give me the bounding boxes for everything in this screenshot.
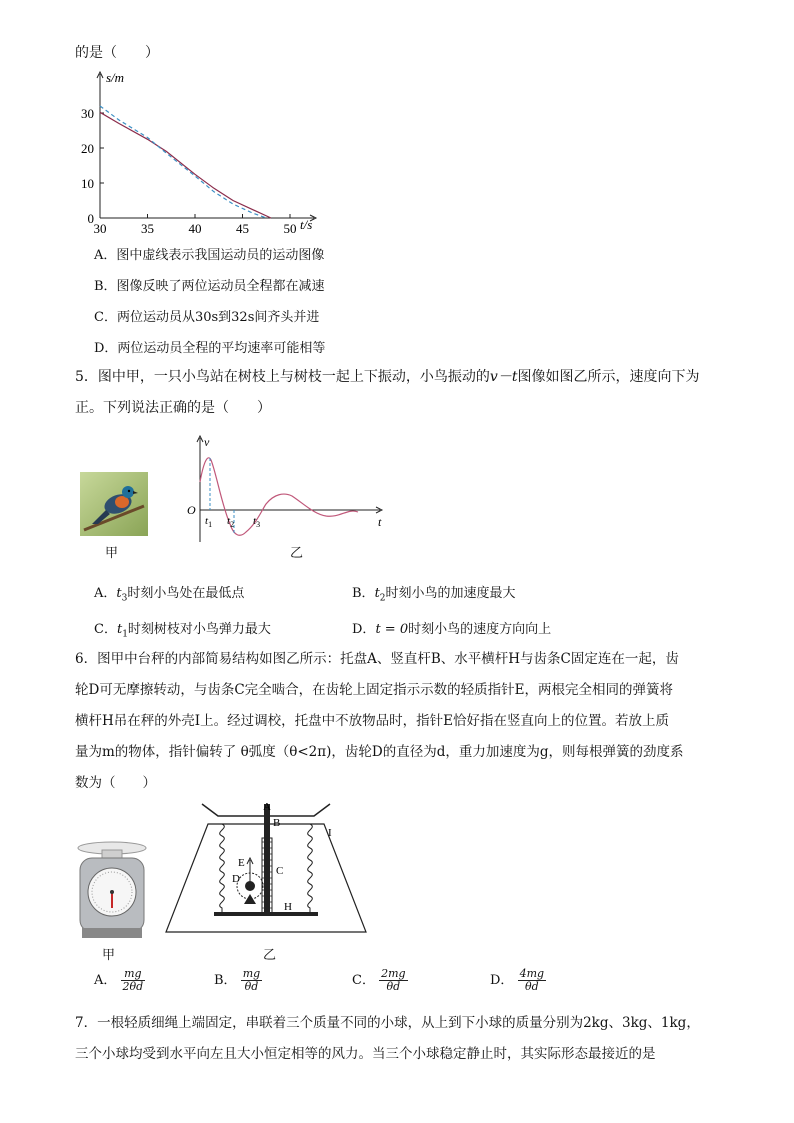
q4-option-c[interactable]: C．两位运动员从30s到32s间齐头并进 (94, 310, 320, 325)
q5-option-b[interactable]: B．$t_2$时刻小鸟的加速度最大 (352, 586, 516, 604)
q5-option-a[interactable]: A．$t_3$时刻小鸟处在最低点 (94, 586, 245, 604)
x-axis-label: t/s (300, 217, 313, 232)
q5-stem-line2: 正。下列说法正确的是（ ） (75, 400, 271, 416)
diagram-label-b: B (273, 817, 281, 829)
diagram-label-c: C (276, 865, 284, 877)
series-solid (100, 112, 271, 218)
y-tick-label: 0 (87, 211, 94, 226)
diagram-label-e: E (238, 857, 245, 869)
diagram-label-h: H (284, 901, 292, 913)
q5-origin: O (187, 503, 196, 517)
q7-stem-line1: 7．一根轻质细绳上端固定，串联着三个质量不同的小球，从上到下小球的质量分别为2kg、3kg、1kg， (75, 1015, 700, 1031)
q6-stem-line5: 数为（ ） (75, 775, 156, 791)
q6-option-a[interactable]: A． $\frac{mg}{2\theta d}$ (94, 967, 144, 993)
q5-vt-graph (180, 432, 390, 552)
q5-option-d[interactable]: D．t = 0时刻小鸟的速度方向向上 (352, 622, 552, 637)
q6-stem-line2: 轮D可无摩擦转动，与齿条C完全啮合，在齿轮上固定指示示数的轻质指针E，两根完全相同的弹簧将 (75, 682, 674, 698)
q5-label-yi: 乙 (290, 546, 304, 561)
q5-label-jia: 甲 (105, 546, 119, 561)
q6-stem-line1: 6．图甲中台秤的内部简易结构如图乙所示：托盘A、竖直杆B、水平横杆H与齿条C固定连在一起，齿 (75, 651, 679, 667)
y-axis-label: s/m (106, 70, 125, 85)
bird-photo (80, 472, 148, 536)
y-tick-label: 10 (81, 176, 94, 191)
q6-label-yi: 乙 (263, 948, 277, 963)
q4-st-chart (70, 68, 330, 238)
diagram-label-a: A (263, 801, 271, 813)
q5-t1-label: $t_1$ (205, 515, 213, 529)
q5-t3-label: $t_3$ (253, 515, 261, 529)
q5-axis-t: t (378, 515, 382, 529)
q5-option-c[interactable]: C．$t_1$时刻树枝对小鸟弹力最大 (94, 622, 271, 640)
diagram-label-d: D (232, 873, 240, 885)
scale-photo (72, 836, 152, 942)
q4-option-b[interactable]: B．图像反映了两位运动员全程都在减速 (94, 279, 325, 294)
q4-option-d[interactable]: D．两位运动员全程的平均速率可能相等 (94, 341, 326, 356)
diagram-label-i: I (328, 827, 332, 839)
x-tick-label: 30 (93, 221, 107, 236)
x-tick-label: 35 (141, 221, 154, 236)
q7-stem-line2: 三个小球均受到水平向左且大小恒定相等的风力。当三个小球稳定静止时，其实际形态最接近的是 (75, 1046, 656, 1062)
q5-t2-label: $t_2$ (227, 515, 235, 529)
scale-diagram (160, 798, 380, 940)
y-tick-label: 20 (81, 141, 94, 156)
y-tick-label: 30 (81, 106, 94, 121)
q6-option-b[interactable]: B． $\frac{mg}{\theta d}$ (214, 967, 261, 993)
x-tick-label: 50 (283, 221, 297, 236)
x-tick-label: 40 (188, 221, 202, 236)
q6-option-c[interactable]: C． $\frac{2mg}{\theta d}$ (352, 967, 406, 993)
q5-curve (200, 458, 358, 535)
q4-stem-tail: 的是（ ） (75, 45, 159, 61)
q6-stem-line3: 横杆H吊在秤的外壳I上。经过调校，托盘中不放物品时，指针E恰好指在竖直向上的位置。若放上质 (75, 713, 669, 729)
q6-stem-line4: 量为m的物体，指针偏转了 θ弧度（θ<2π)，齿轮D的直径为d，重力加速度为g，则每根弹簧的劲度系 (75, 744, 684, 760)
q6-option-d[interactable]: D． $\frac{4mg}{\theta d}$ (490, 967, 545, 993)
x-tick-label: 45 (236, 221, 249, 236)
q5-stem-line1: 5．图中甲，一只小鸟站在树枝上与树枝一起上下振动，小鸟振动的v－t图像如图乙所示，速度向下为 (75, 369, 700, 385)
q5-axis-v: v (204, 435, 210, 449)
q4-option-a[interactable]: A．图中虚线表示我国运动员的运动图像 (94, 248, 325, 263)
series-dashed (100, 106, 266, 218)
q6-label-jia: 甲 (102, 948, 116, 963)
